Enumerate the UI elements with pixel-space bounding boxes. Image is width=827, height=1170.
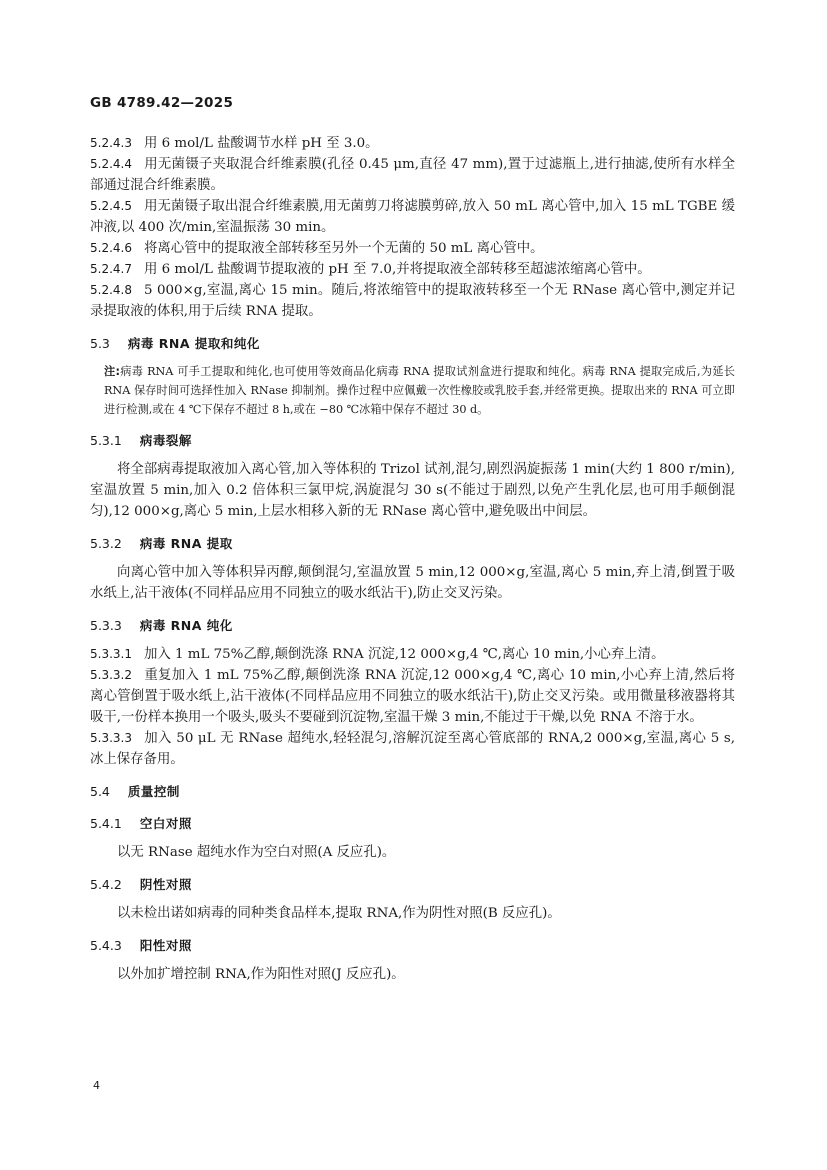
standard-code: GB 4789.42—2025 [90,95,234,111]
body-paragraph: 向离心管中加入等体积异丙醇,颠倒混匀,室温放置 5 min,12 000×g,室温,离心 5 min,弃上清,倒置于吸水纸上,沾干液体(不同样品应用不同独立的吸水纸沾干),防止交叉污染。 [90,565,735,601]
section-title: 阳性对照 [139,938,192,953]
clause-number: 5.2.4.6 [90,241,132,255]
clause-paragraph [90,728,735,770]
section-title: 病毒 RNA 提取和纯化 [127,336,260,351]
section-heading [90,814,735,834]
section-number: 5.4 [90,784,110,799]
note-block [104,362,735,419]
section-title: 质量控制 [127,784,180,799]
clause-paragraph [90,259,735,280]
page-number: 4 [93,1079,100,1092]
content-body [90,133,735,985]
section-number: 5.4.1 [90,816,122,831]
clause-paragraph [90,154,735,196]
clause-number: 5.2.4.8 [90,283,132,297]
section-title: 病毒裂解 [139,433,192,448]
clause-number: 5.2.4.4 [90,157,132,171]
section-heading [90,431,735,451]
section-title: 阴性对照 [139,877,192,892]
clause-paragraph [90,280,735,322]
clause-text: 重复加入 1 mL 75%乙醇,颠倒洗涤 RNA 沉淀,12 000×g,4 ℃,离心 10 min,小心弃上清,然后将离心管倒置于吸水纸上,沾干液体(不同样品应用不同独立的吸水纸沾干),防止交叉污染。或用微量移液器将其吸干,一份样本换用一个吸头,吸头不要碰到沉淀物,室温干燥 3 min,不能过于干燥,以免 RNA 不溶于水。 [90,668,735,725]
note-label: 注: [104,365,120,378]
section-title: 病毒 RNA 纯化 [139,618,233,633]
section-heading [90,936,735,956]
clause-text: 用无菌镊子夹取混合纤维素膜(孔径 0.45 μm,直径 47 mm),置于过滤瓶上,进行抽滤,使所有水样全部通过混合纤维素膜。 [90,157,735,193]
body-paragraph: 以未检出诺如病毒的同种类食品样本,提取 RNA,作为阴性对照(B 反应孔)。 [117,906,561,921]
section-number: 5.3 [90,336,110,351]
clause-number: 5.2.4.7 [90,262,132,276]
clause-number: 5.2.4.3 [90,136,132,150]
note-text: 病毒 RNA 可手工提取和纯化,也可使用等效商品化病毒 RNA 提取试剂盒进行提取和纯化。病毒 RNA 提取完成后,为延长 RNA 保存时间可选择性加入 RNase 抑制剂。操作过程中应佩戴一次性橡胶或乳胶手套,并经常更换。提取出来的 RNA 可立即进行检测,或在 4 ℃下保存不超过 8 h,或在 −80 ℃冰箱中保存不超过 30 d。 [104,365,735,416]
clause-paragraph [90,133,735,154]
clause-text: 5 000×g,室温,离心 15 min。随后,将浓缩管中的提取液转移至一个无 RNase 离心管中,测定并记录提取液的体积,用于后续 RNA 提取。 [90,283,735,319]
clause-number: 5.3.3.1 [90,647,132,661]
section-heading [90,616,735,636]
clause-paragraph [90,665,735,728]
clause-text: 加入 1 mL 75%乙醇,颠倒洗涤 RNA 沉淀,12 000×g,4 ℃,离心 10 min,小心弃上清。 [143,647,665,662]
section-number: 5.3.2 [90,536,122,551]
section-number: 5.4.2 [90,877,122,892]
clause-paragraph [90,196,735,238]
clause-text: 用 6 mol/L 盐酸调节提取液的 pH 至 7.0,并将提取液全部转移至超滤浓缩离心管中。 [143,262,651,277]
body-paragraph: 以无 RNase 超纯水作为空白对照(A 反应孔)。 [117,845,396,860]
section-number: 5.3.3 [90,618,122,633]
section-heading [90,875,735,895]
clause-text: 加入 50 μL 无 RNase 超纯水,轻轻混匀,溶解沉淀至离心管底部的 RNA,2 000×g,室温,离心 5 s,冰上保存备用。 [90,731,735,767]
clause-paragraph [90,238,735,259]
clause-number: 5.3.3.2 [90,668,132,682]
clause-text: 用无菌镊子取出混合纤维素膜,用无菌剪刀将滤膜剪碎,放入 50 mL 离心管中,加入 15 mL TGBE 缓冲液,以 400 次/min,室温振荡 30 min。 [90,199,735,235]
clause-number: 5.3.3.3 [90,731,132,745]
section-heading [90,782,735,802]
section-title: 病毒 RNA 提取 [139,536,233,551]
clause-number: 5.2.4.5 [90,199,132,213]
clause-paragraph [90,644,735,665]
body-paragraph: 以外加扩增控制 RNA,作为阳性对照(J 反应孔)。 [117,967,405,982]
clause-text: 用 6 mol/L 盐酸调节水样 pH 至 3.0。 [143,136,379,151]
section-heading [90,334,735,354]
section-number: 5.3.1 [90,433,122,448]
section-title: 空白对照 [139,816,192,831]
clause-text: 将离心管中的提取液全部转移至另外一个无菌的 50 mL 离心管中。 [143,241,544,256]
body-paragraph: 将全部病毒提取液加入离心管,加入等体积的 Trizol 试剂,混匀,剧烈涡旋振荡 1 min(大约 1 800 r/min),室温放置 5 min,加入 0.2 倍体积三氯甲烷,涡旋混匀 30 s(不能过于剧烈,以免产生乳化层,也可用手颠倒混匀),12 000×g,离心 5 min,上层水相移入新的无 RNase 离心管中,避免吸出中间层。 [90,462,735,519]
section-heading [90,534,735,554]
section-number: 5.4.3 [90,938,122,953]
